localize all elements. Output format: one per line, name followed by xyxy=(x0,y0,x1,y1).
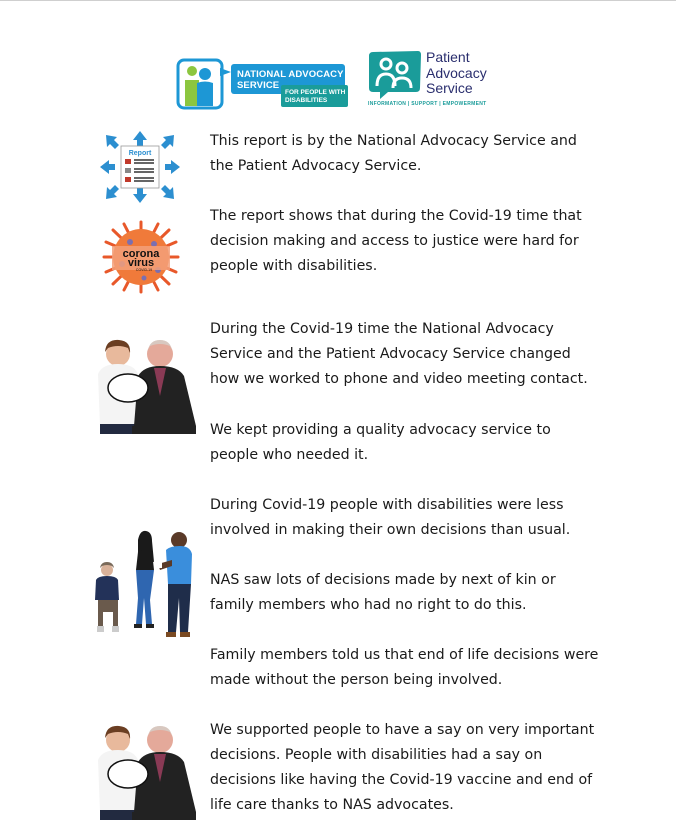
nas-people-icon xyxy=(176,58,232,110)
pas-name xyxy=(426,50,487,97)
top-border xyxy=(0,0,676,1)
two-people-talking-image xyxy=(88,336,198,434)
coronavirus-label: corona xyxy=(122,248,160,260)
pas-people-icon xyxy=(366,50,422,100)
nas-title-line2: SERVICE xyxy=(237,80,280,91)
paragraph: This report is by the National Advocacy Service and the Patient Advocacy Service. xyxy=(210,133,577,174)
svg-text:Report: Report xyxy=(128,150,152,157)
nas-subtitle xyxy=(281,85,348,107)
paragraph: We kept providing a quality advocacy service to people who needed it. xyxy=(210,422,551,463)
pas-name-line3: Service xyxy=(426,80,473,96)
pas-logo xyxy=(366,48,501,112)
nas-logo xyxy=(176,58,348,110)
coronavirus-icon xyxy=(100,220,182,294)
paragraph: The report shows that during the Covid-19 time that decision making and access to justice were hard for people with disabilities. xyxy=(210,208,582,274)
three-people-image xyxy=(88,528,196,640)
paragraph: During the Covid-19 time the National Advocacy Service and the Patient Advocacy Service changed how we worked to phone and video meeting contact. xyxy=(210,321,588,387)
nas-sub-line1: FOR PEOPLE WITH xyxy=(285,89,346,96)
nas-title-line1: NATIONAL ADVOCACY xyxy=(237,69,344,80)
pas-name-line1: Patient xyxy=(426,49,470,65)
coronavirus-label-3: COVID-19 xyxy=(135,268,153,272)
header-logos xyxy=(176,48,506,114)
paragraph: NAS saw lots of decisions made by next of kin or family members who had no right to do this. xyxy=(210,572,556,613)
paragraph: We supported people to have a say on very important decisions. People with disabilities had a say on decisions like having the Covid-19 vaccine and end of life care thanks to NAS advocates. xyxy=(210,722,595,813)
nas-sub-line2: DISABILITIES xyxy=(285,96,328,104)
paragraph: Family members told us that end of life decisions were made without the person being involved. xyxy=(210,647,599,688)
paragraph: During Covid-19 people with disabilities were less involved in making their own decisions than usual. xyxy=(210,497,571,538)
pas-tagline: INFORMATION | SUPPORT | EMPOWERMENT xyxy=(368,101,487,107)
report-icon xyxy=(100,131,180,203)
two-people-talking-image xyxy=(88,722,198,820)
coronavirus-label-2: virus xyxy=(127,257,155,269)
pas-name-line2: Advocacy xyxy=(426,64,487,81)
